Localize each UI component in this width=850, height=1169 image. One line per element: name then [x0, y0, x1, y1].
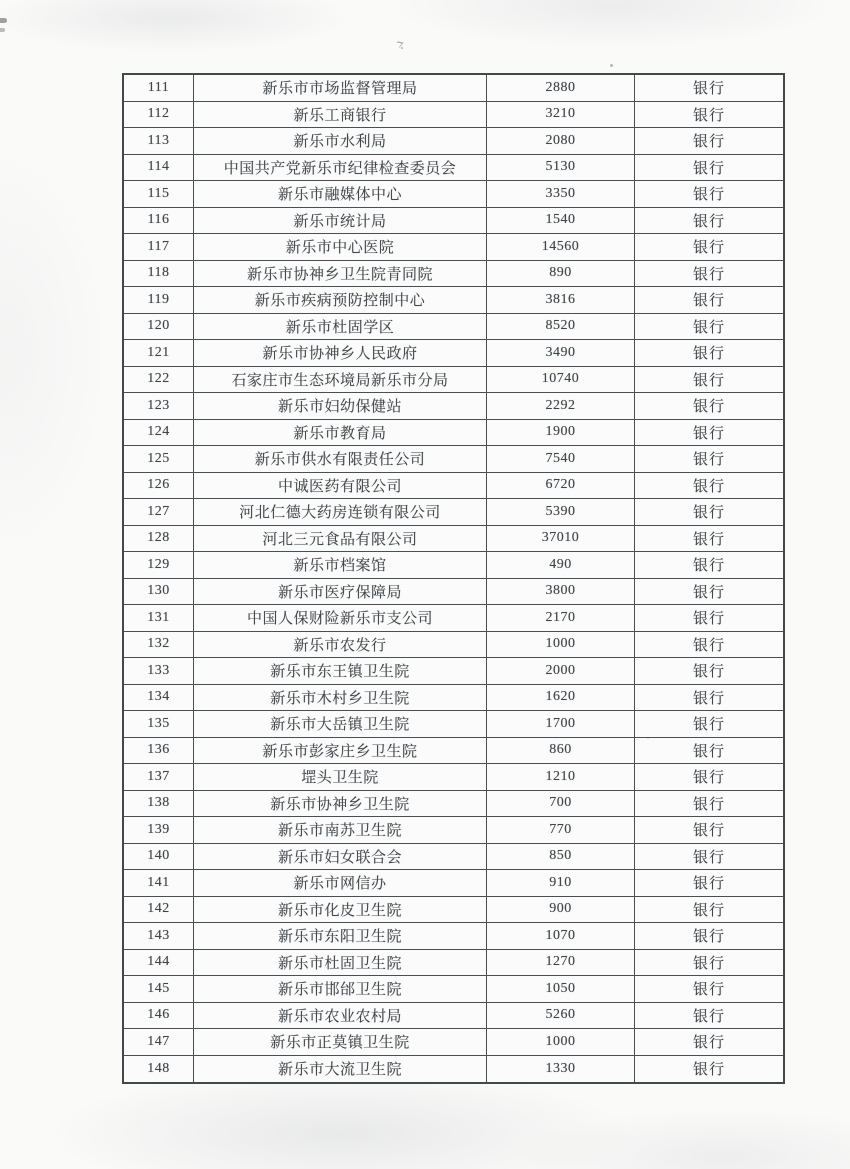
amount-cell: 1050 — [487, 976, 635, 1003]
amount-cell: 1900 — [487, 420, 635, 447]
org-name-cell: 新乐市供水有限责任公司 — [194, 446, 487, 473]
org-name-cell: 石家庄市生态环境局新乐市分局 — [194, 367, 487, 394]
amount-cell: 900 — [487, 897, 635, 924]
payment-channel-cell: 银行 — [635, 287, 783, 314]
amount-cell: 7540 — [487, 446, 635, 473]
amount-cell: 6720 — [487, 473, 635, 500]
amount-cell: 14560 — [487, 234, 635, 261]
org-name-cell: 新乐市农发行 — [194, 632, 487, 659]
org-name-cell: 新乐市彭家庄乡卫生院 — [194, 738, 487, 765]
row-number-cell: 142 — [124, 897, 194, 924]
org-name-cell: 河北仁德大药房连锁有限公司 — [194, 499, 487, 526]
amount-cell: 5390 — [487, 499, 635, 526]
row-number-cell: 145 — [124, 976, 194, 1003]
amount-cell: 3800 — [487, 579, 635, 606]
payment-channel-cell: 银行 — [635, 340, 783, 367]
row-number-cell: 117 — [124, 234, 194, 261]
payment-channel-cell: 银行 — [635, 208, 783, 235]
payment-channel-cell: 银行 — [635, 632, 783, 659]
payment-channel-cell: 银行 — [635, 314, 783, 341]
payment-channel-cell: 银行 — [635, 367, 783, 394]
amount-cell: 1620 — [487, 685, 635, 712]
row-number-cell: 126 — [124, 473, 194, 500]
row-number-cell: 129 — [124, 552, 194, 579]
row-number-cell: 119 — [124, 287, 194, 314]
payment-channel-cell: 银行 — [635, 420, 783, 447]
amount-cell: 8520 — [487, 314, 635, 341]
org-name-cell: 新乐市木村乡卫生院 — [194, 685, 487, 712]
org-name-cell: 新乐市农业农村局 — [194, 1003, 487, 1030]
row-number-cell: 137 — [124, 764, 194, 791]
amount-cell: 2292 — [487, 393, 635, 420]
org-name-cell: 新乐市疾病预防控制中心 — [194, 287, 487, 314]
payment-channel-cell: 银行 — [635, 605, 783, 632]
org-name-cell: 新乐工商银行 — [194, 102, 487, 129]
row-number-cell: 124 — [124, 420, 194, 447]
amount-cell: 5130 — [487, 155, 635, 182]
payment-channel-cell: 银行 — [635, 526, 783, 553]
row-number-cell: 143 — [124, 923, 194, 950]
org-name-cell: 新乐市统计局 — [194, 208, 487, 235]
org-name-cell: 堽头卫生院 — [194, 764, 487, 791]
org-name-cell: 新乐市南苏卫生院 — [194, 817, 487, 844]
org-name-cell: 新乐市邯邰卫生院 — [194, 976, 487, 1003]
org-name-cell: 新乐市杜固卫生院 — [194, 950, 487, 977]
amount-cell: 3816 — [487, 287, 635, 314]
payment-channel-cell: 银行 — [635, 499, 783, 526]
org-name-cell: 中诚医药有限公司 — [194, 473, 487, 500]
org-name-cell: 新乐市杜固学区 — [194, 314, 487, 341]
row-number-cell: 131 — [124, 605, 194, 632]
org-name-cell: 河北三元食品有限公司 — [194, 526, 487, 553]
amount-cell: 850 — [487, 844, 635, 871]
org-name-cell: 新乐市融媒体中心 — [194, 181, 487, 208]
org-name-cell: 新乐市妇女联合会 — [194, 844, 487, 871]
amount-cell: 5260 — [487, 1003, 635, 1030]
amount-cell: 1000 — [487, 1029, 635, 1056]
amount-cell: 1540 — [487, 208, 635, 235]
payment-channel-cell: 银行 — [635, 923, 783, 950]
row-number-cell: 135 — [124, 711, 194, 738]
amount-cell: 860 — [487, 738, 635, 765]
org-name-cell: 新乐市化皮卫生院 — [194, 897, 487, 924]
payment-channel-cell: 银行 — [635, 764, 783, 791]
row-number-cell: 118 — [124, 261, 194, 288]
payment-channel-cell: 银行 — [635, 473, 783, 500]
payment-channel-cell: 银行 — [635, 817, 783, 844]
amount-cell: 2080 — [487, 128, 635, 155]
row-number-cell: 113 — [124, 128, 194, 155]
row-number-cell: 125 — [124, 446, 194, 473]
payment-channel-cell: 银行 — [635, 128, 783, 155]
payment-channel-cell: 银行 — [635, 685, 783, 712]
row-number-cell: 140 — [124, 844, 194, 871]
org-name-cell: 新乐市协神乡卫生院青同院 — [194, 261, 487, 288]
row-number-cell: 128 — [124, 526, 194, 553]
row-number-cell: 123 — [124, 393, 194, 420]
row-number-cell: 146 — [124, 1003, 194, 1030]
amount-cell: 910 — [487, 870, 635, 897]
amount-cell: 2880 — [487, 75, 635, 102]
amount-cell: 890 — [487, 261, 635, 288]
payment-channel-cell: 银行 — [635, 552, 783, 579]
payment-channel-cell: 银行 — [635, 870, 783, 897]
row-number-cell: 127 — [124, 499, 194, 526]
row-number-cell: 122 — [124, 367, 194, 394]
amount-cell: 700 — [487, 791, 635, 818]
org-name-cell: 新乐市网信办 — [194, 870, 487, 897]
row-number-cell: 148 — [124, 1056, 194, 1083]
amount-cell: 1000 — [487, 632, 635, 659]
payment-channel-cell: 银行 — [635, 579, 783, 606]
org-name-cell: 新乐市大岳镇卫生院 — [194, 711, 487, 738]
payment-channel-cell: 银行 — [635, 446, 783, 473]
amount-cell: 10740 — [487, 367, 635, 394]
payment-channel-cell: 银行 — [635, 261, 783, 288]
row-number-cell: 120 — [124, 314, 194, 341]
org-name-cell: 新乐市东王镇卫生院 — [194, 658, 487, 685]
payment-channel-cell: 银行 — [635, 102, 783, 129]
org-name-cell: 中国共产党新乐市纪律检查委员会 — [194, 155, 487, 182]
row-number-cell: 139 — [124, 817, 194, 844]
amount-cell: 3350 — [487, 181, 635, 208]
payment-channel-cell: 银行 — [635, 897, 783, 924]
row-number-cell: 111 — [124, 75, 194, 102]
payment-channel-cell: 银行 — [635, 711, 783, 738]
org-name-cell: 新乐市中心医院 — [194, 234, 487, 261]
amount-cell: 2170 — [487, 605, 635, 632]
org-name-cell: 新乐市协神乡卫生院 — [194, 791, 487, 818]
org-name-cell: 新乐市协神乡人民政府 — [194, 340, 487, 367]
amount-cell: 490 — [487, 552, 635, 579]
scan-speck — [610, 64, 613, 67]
row-number-cell: 115 — [124, 181, 194, 208]
pen-mark-artifact — [394, 41, 405, 51]
row-number-cell: 133 — [124, 658, 194, 685]
row-number-cell: 136 — [124, 738, 194, 765]
payment-channel-cell: 银行 — [635, 181, 783, 208]
org-name-cell: 新乐市水利局 — [194, 128, 487, 155]
payment-table — [122, 73, 785, 1084]
row-number-cell: 116 — [124, 208, 194, 235]
payment-channel-cell: 银行 — [635, 1003, 783, 1030]
amount-cell: 1330 — [487, 1056, 635, 1083]
payment-channel-cell: 银行 — [635, 155, 783, 182]
scan-smudge — [0, 18, 7, 23]
payment-channel-cell: 银行 — [635, 738, 783, 765]
amount-cell: 37010 — [487, 526, 635, 553]
amount-cell: 3210 — [487, 102, 635, 129]
amount-cell: 3490 — [487, 340, 635, 367]
org-name-cell: 新乐市教育局 — [194, 420, 487, 447]
amount-cell: 1270 — [487, 950, 635, 977]
payment-channel-cell: 银行 — [635, 844, 783, 871]
payment-channel-cell: 银行 — [635, 234, 783, 261]
payment-channel-cell: 银行 — [635, 1029, 783, 1056]
payment-channel-cell: 银行 — [635, 393, 783, 420]
org-name-cell: 新乐市医疗保障局 — [194, 579, 487, 606]
row-number-cell: 114 — [124, 155, 194, 182]
row-number-cell: 147 — [124, 1029, 194, 1056]
payment-channel-cell: 银行 — [635, 791, 783, 818]
row-number-cell: 132 — [124, 632, 194, 659]
org-name-cell: 新乐市市场监督管理局 — [194, 75, 487, 102]
row-number-cell: 144 — [124, 950, 194, 977]
amount-cell: 1210 — [487, 764, 635, 791]
org-name-cell: 新乐市大流卫生院 — [194, 1056, 487, 1083]
org-name-cell: 新乐市正莫镇卫生院 — [194, 1029, 487, 1056]
payment-channel-cell: 银行 — [635, 950, 783, 977]
payment-channel-cell: 银行 — [635, 976, 783, 1003]
amount-cell: 2000 — [487, 658, 635, 685]
amount-cell: 1700 — [487, 711, 635, 738]
row-number-cell: 141 — [124, 870, 194, 897]
row-number-cell: 138 — [124, 791, 194, 818]
row-number-cell: 134 — [124, 685, 194, 712]
payment-channel-cell: 银行 — [635, 658, 783, 685]
row-number-cell: 112 — [124, 102, 194, 129]
payment-channel-cell: 银行 — [692, 1062, 725, 1079]
scan-smudge — [0, 28, 5, 32]
org-name-cell: 中国人保财险新乐市支公司 — [194, 605, 487, 632]
amount-cell: 770 — [487, 817, 635, 844]
org-name-cell: 新乐市妇幼保健站 — [194, 393, 487, 420]
row-number-cell: 121 — [124, 340, 194, 367]
amount-cell: 1070 — [487, 923, 635, 950]
org-name-cell: 新乐市档案馆 — [194, 552, 487, 579]
org-name-cell: 新乐市东阳卫生院 — [194, 923, 487, 950]
payment-channel-cell: 银行 — [635, 75, 783, 102]
row-number-cell: 130 — [124, 579, 194, 606]
